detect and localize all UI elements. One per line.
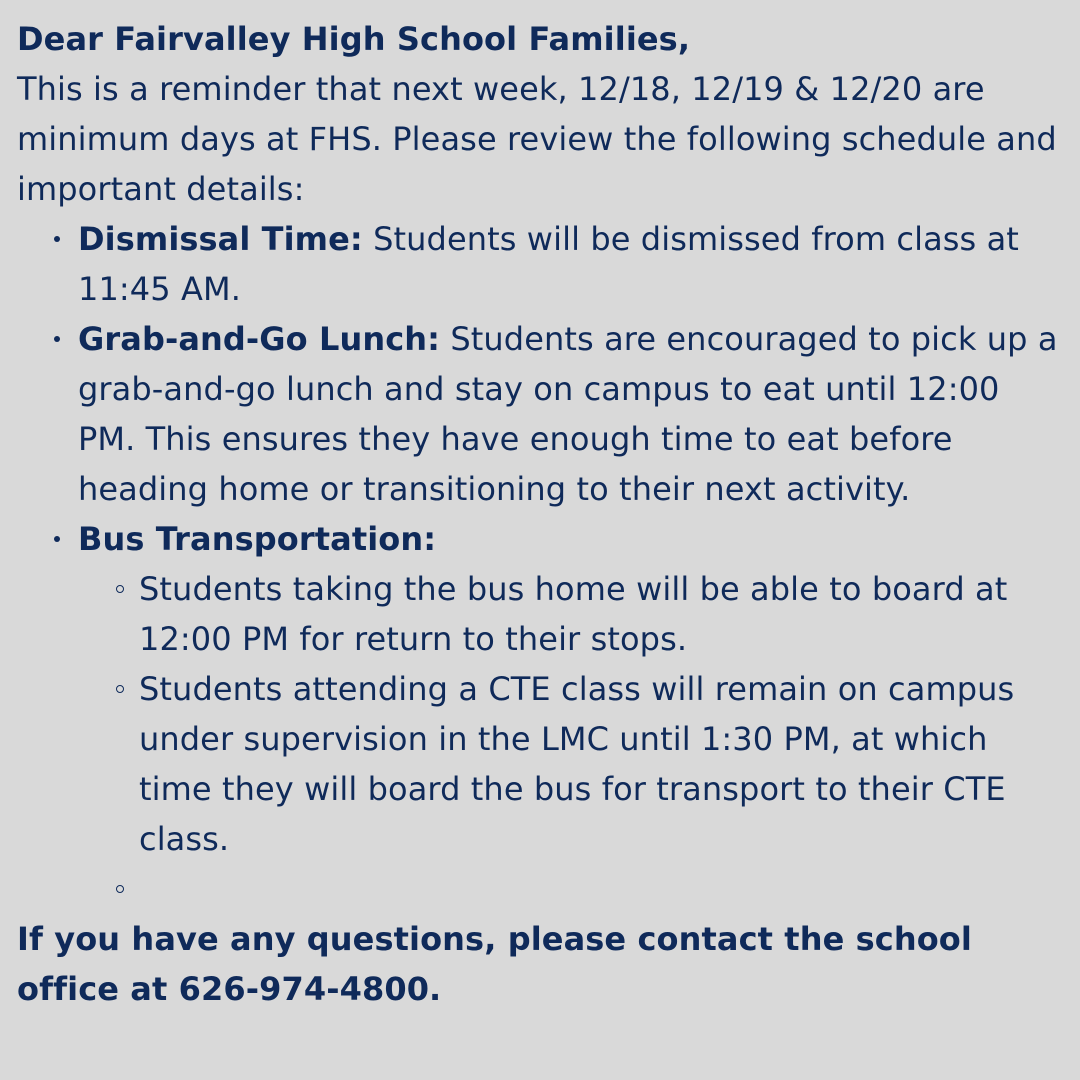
intro-paragraph: This is a reminder that next week, 12/18, 12/19 & 12/20 are minimum days at FHS. Please review the following schedule and important details: xyxy=(17,70,1057,208)
greeting: Dear Fairvalley High School Families, xyxy=(17,20,691,58)
minimum-days-notice xyxy=(17,14,1067,1014)
bus-transportation-sublist xyxy=(78,564,1067,914)
list-item-bus-transportation xyxy=(78,514,1067,914)
closing-contact: If you have any questions, please contact the school office at 626-974-4800. xyxy=(17,920,972,1008)
item-text: Students are encouraged to pick up a grab-and-go lunch and stay on campus to eat until 12:00 PM. This ensures they have enough time to eat before heading home or transitioning to their next activity. xyxy=(78,320,1058,508)
list-item-grab-and-go-lunch xyxy=(78,314,1067,514)
item-label: Bus Transportation: xyxy=(78,520,437,558)
sublist-item-cte-class: Students attending a CTE class will remain on campus under supervision in the LMC until 1:30 PM, at which time they will board the bus for transport to their CTE class. xyxy=(139,664,1067,864)
sublist-item-empty xyxy=(139,864,1067,914)
item-label: Dismissal Time: xyxy=(78,220,363,258)
details-list xyxy=(17,214,1067,914)
list-item-dismissal-time xyxy=(78,214,1067,314)
item-text: Students will be dismissed from class at 11:45 AM. xyxy=(78,220,1019,308)
item-label: Grab-and-Go Lunch: xyxy=(78,320,441,358)
sublist-item-bus-home: Students taking the bus home will be able to board at 12:00 PM for return to their stops. xyxy=(139,564,1067,664)
